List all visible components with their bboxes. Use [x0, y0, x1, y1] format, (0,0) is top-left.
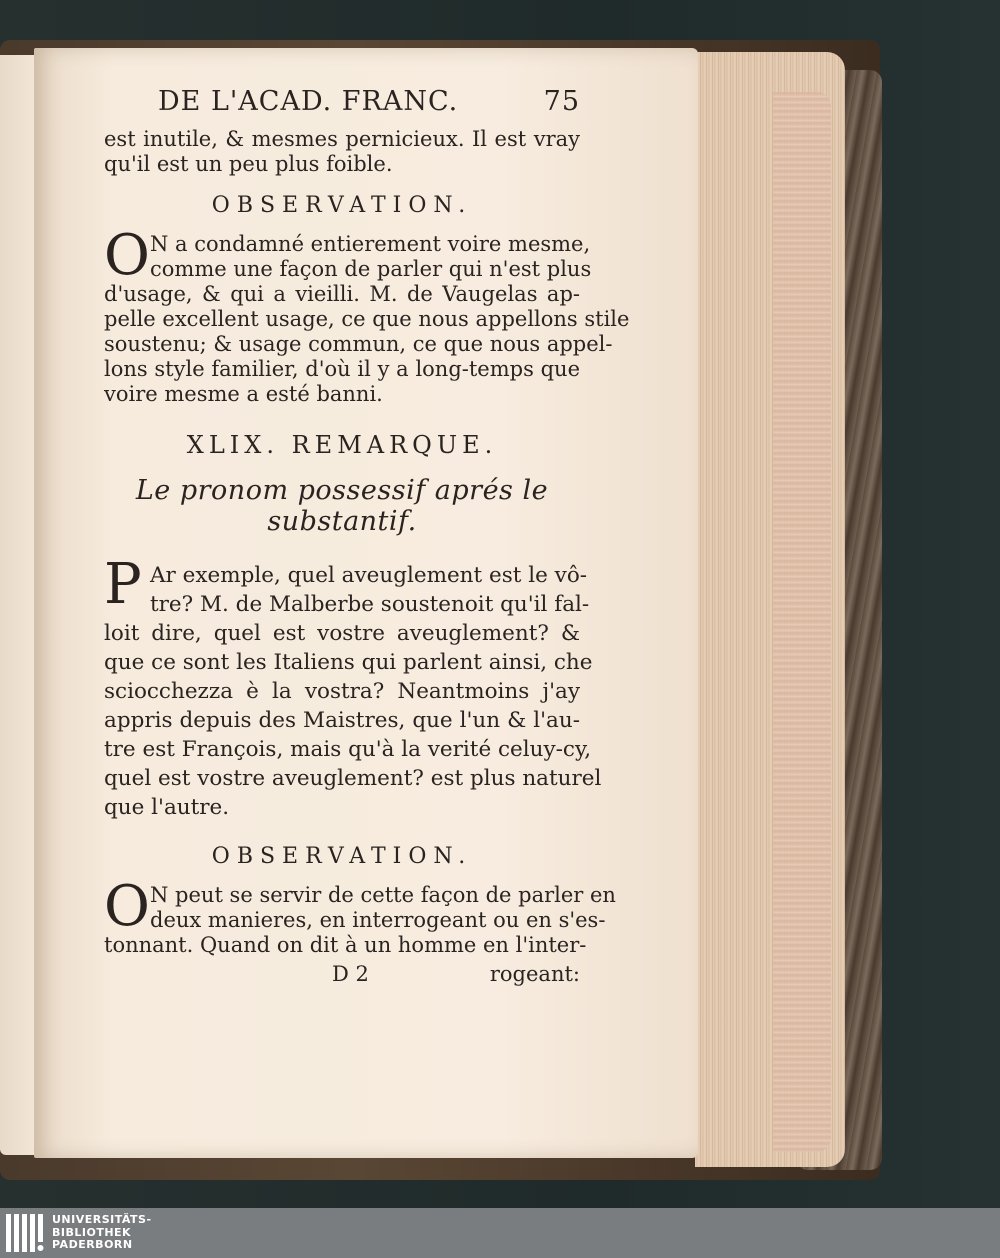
text-line: tre est François, mais qu'à la verité celuy-cy, [104, 737, 592, 762]
text-line: appris depuis des Maistres, que l'un & l'au- [104, 708, 580, 733]
drop-cap: O [104, 874, 150, 939]
library-logo-icon [6, 1214, 46, 1252]
drop-cap: P [104, 552, 142, 617]
page-fore-edge [695, 52, 845, 1167]
left-page-edge [0, 55, 36, 1155]
observation-paragraph [104, 874, 616, 958]
text-line: loit dire, quel est vostre aveuglement? & [104, 621, 580, 646]
logo-line: BIBLIOTHEK [52, 1225, 132, 1239]
text-line: Ar exemple, quel aveuglement est le vô- [150, 563, 588, 588]
text-line: qu'il est un peu plus foible. [104, 152, 393, 176]
remarque-heading: XLIX. REMARQUE. [186, 431, 498, 459]
running-head [158, 86, 580, 117]
library-logo-text [52, 1214, 152, 1252]
text-line: pelle excellent usage, ce que nous appellons stile [104, 307, 630, 331]
text-line: tre? M. de Malberbe soustenoit qu'il fal- [150, 592, 590, 617]
text-line: N peut se servir de cette façon de parler en [150, 883, 616, 907]
text-line: voire mesme a esté banni. [104, 382, 383, 406]
text-line: d'usage, & qui a vieilli. M. de Vaugelas ap- [104, 282, 580, 306]
drop-cap: O [104, 223, 150, 288]
observation-heading: OBSERVATION. [211, 844, 473, 869]
library-footer-bar [0, 1208, 1000, 1258]
paragraph-continued [104, 127, 580, 177]
remarque-paragraph [104, 552, 602, 822]
text-line: sciocchezza è la vostra? Neantmoins j'ay [104, 679, 580, 704]
text-line: comme une façon de parler qui n'est plus [150, 257, 592, 281]
text-line: N a condamné entierement voire mesme, [150, 232, 591, 256]
page-number: 75 [543, 86, 580, 117]
observation-paragraph [104, 223, 630, 407]
text-line: lons style familier, d'où il y a long-temps que [104, 357, 580, 381]
running-head-title: DE L'ACAD. FRANC. [158, 86, 459, 117]
text-line: deux manieres, en interrogeant ou en s'es- [150, 908, 606, 932]
logo-line: UNIVERSITÄTS- [52, 1213, 152, 1226]
text-line: soustenu; & usage commun, ce que nous appel- [104, 332, 613, 356]
observation-heading: OBSERVATION. [211, 193, 473, 218]
page-footer [104, 962, 580, 986]
text-line: que l'autre. [104, 795, 230, 820]
catchword: rogeant: [489, 962, 580, 986]
text-line: est inutile, & mesmes pernicieux. Il est vray [104, 127, 580, 151]
text-line: que ce sont les Italiens qui parlent ainsi, che [104, 650, 593, 675]
page-text [104, 86, 630, 986]
remarque-subtitle: Le pronom possessif aprés le substantif. [135, 475, 549, 537]
text-line: tonnant. Quand on dit à un homme en l'inter- [104, 933, 587, 957]
text-line: quel est vostre aveuglement? est plus naturel [104, 766, 602, 791]
logo-line: PADERBORN [52, 1238, 133, 1251]
signature-mark: D 2 [332, 962, 369, 986]
